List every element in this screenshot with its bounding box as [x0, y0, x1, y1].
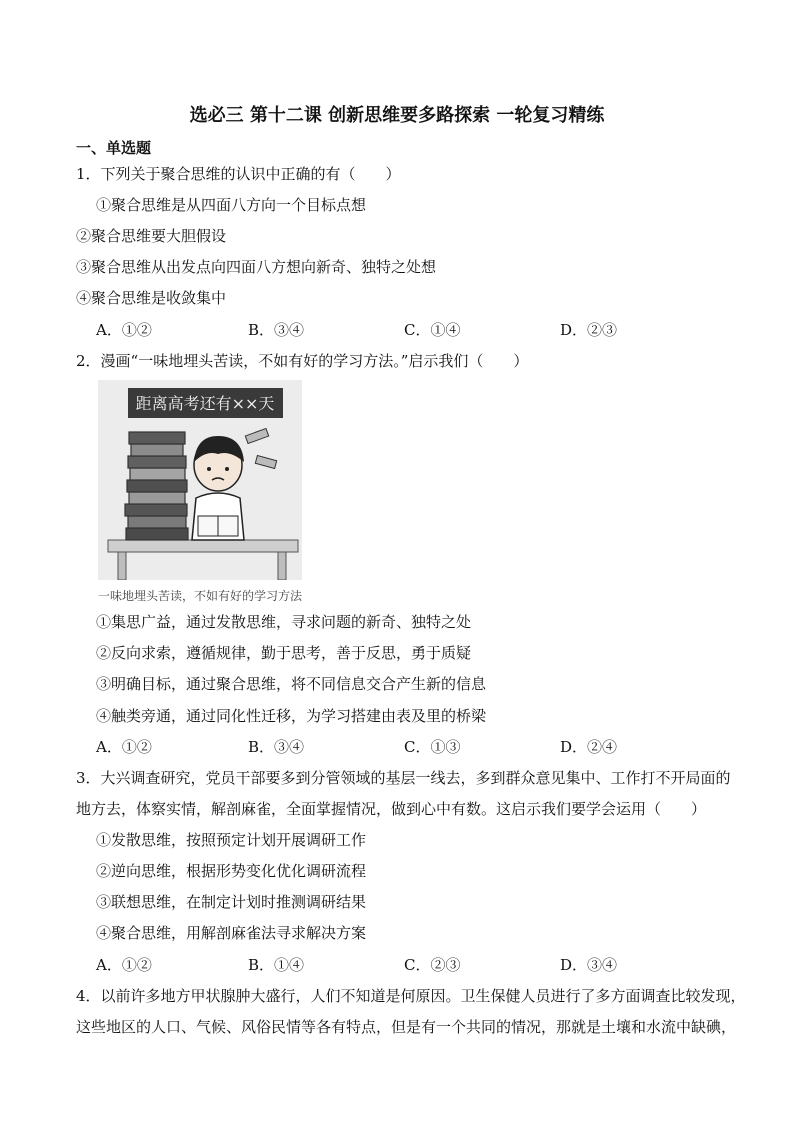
question-3-option-b: B．①④	[248, 956, 305, 974]
question-2-option-d: D．②④	[560, 738, 618, 756]
question-1-item-3: ③聚合思维从出发点向四面八方想向新奇、独特之处想	[76, 258, 437, 276]
question-4-stem-line-2: 这些地区的人口、气候、风俗民情等各有特点，但是有一个共同的情况，那就是土壤和水流中缺碘，	[76, 1018, 737, 1036]
cartoon-illustration	[98, 380, 302, 580]
question-1-item-4: ④聚合思维是收敛集中	[76, 289, 227, 307]
question-3-options	[0, 955, 794, 975]
question-1-option-c: C．①④	[404, 321, 461, 339]
section-heading: 一、单选题	[76, 139, 152, 157]
question-1-item-1: ①聚合思维是从四面八方向一个目标点想	[96, 196, 367, 214]
question-1-option-a: A．①②	[96, 321, 152, 339]
book-stack	[125, 432, 188, 540]
question-2-options	[0, 737, 794, 757]
question-2-item-3: ③明确目标，通过聚合思维，将不同信息交合产生新的信息	[96, 675, 487, 693]
question-3-stem-line-2: 地方去，体察实情，解剖麻雀，全面掌握情况，做到心中有数。这启示我们要学会运用（ ）	[76, 800, 707, 818]
cartoon-caption: 一味地埋头苦读，不如有好的学习方法	[98, 589, 303, 603]
question-2-option-b: B．③④	[248, 738, 305, 756]
question-1-options	[0, 320, 794, 340]
question-3-option-a: A．①②	[96, 956, 152, 974]
question-2-option-c: C．①③	[404, 738, 461, 756]
question-1-option-b: B．③④	[248, 321, 305, 339]
question-3-option-c: C．②③	[404, 956, 461, 974]
banner-text: 距离高考还有××天	[135, 394, 275, 413]
question-3-stem-line-1: 3．大兴调查研究，党员干部要多到分管领域的基层一线去，多到群众意见集中、工作打不开局面的	[76, 769, 731, 787]
question-4-stem-line-1: 4．以前许多地方甲状腺肿大盛行，人们不知道是何原因。卫生保健人员进行了多方面调查比较发现，	[76, 987, 746, 1005]
question-3-item-2: ②逆向思维，根据形势变化优化调研流程	[96, 862, 367, 880]
question-1-item-2: ②聚合思维要大胆假设	[76, 227, 227, 245]
question-3-item-3: ③联想思维，在制定计划时推测调研结果	[96, 893, 367, 911]
page-title: 选必三 第十二课 创新思维要多路探索 一轮复习精练	[189, 105, 605, 126]
question-3-item-4: ④聚合思维，用解剖麻雀法寻求解决方案	[96, 924, 367, 942]
question-2-option-a: A．①②	[96, 738, 152, 756]
question-3-item-1: ①发散思维，按照预定计划开展调研工作	[96, 831, 367, 849]
question-2-stem: 2．漫画“一味地埋头苦读，不如有好的学习方法。”启示我们（ ）	[76, 352, 529, 370]
question-2-item-1: ①集思广益，通过发散思维，寻求问题的新奇、独特之处	[96, 613, 472, 631]
question-1-option-d: D．②③	[560, 321, 618, 339]
question-2-item-4: ④触类旁通，通过同化性迁移，为学习搭建由表及里的桥梁	[96, 707, 487, 725]
question-2-item-2: ②反向求索，遵循规律，勤于思考，善于反思，勇于质疑	[96, 644, 472, 662]
question-3-option-d: D．③④	[560, 956, 618, 974]
question-1-stem: 1．下列关于聚合思维的认识中正确的有（ ）	[76, 165, 401, 183]
